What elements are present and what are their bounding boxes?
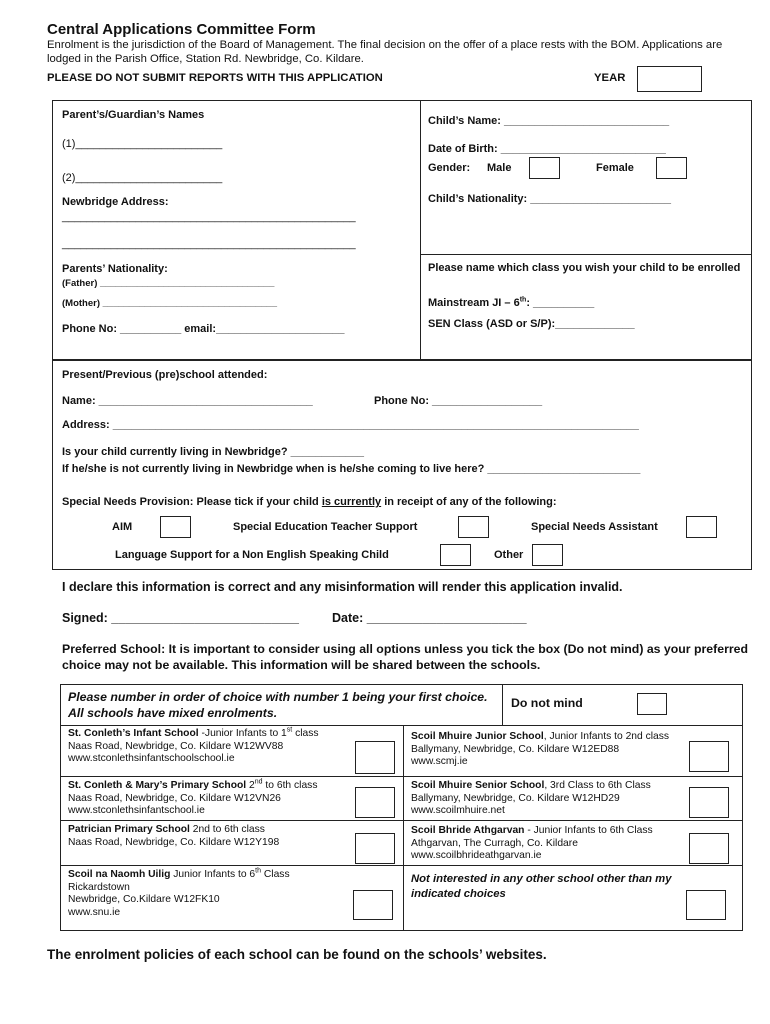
year-field[interactable] [637, 66, 702, 92]
form-title: Central Applications Committee Form [47, 21, 316, 38]
school-choice-box[interactable] [689, 833, 729, 864]
do-not-mind-label: Do not mind [511, 696, 583, 710]
aim-checkbox[interactable] [160, 516, 191, 538]
preschool-address-field[interactable]: Address: ______________________________________________________________________________________ [62, 419, 639, 431]
sna-checkbox[interactable] [686, 516, 717, 538]
school-cell: Scoil Mhuire Junior School, Junior Infants to 2nd class Ballymany, Newbridge, Co. Kildare W12ED88 www.scmj.ie [411, 731, 670, 767]
male-label: Male [487, 162, 512, 174]
address-label: Newbridge Address: [62, 196, 169, 208]
other-checkbox[interactable] [532, 544, 563, 566]
do-not-mind-checkbox[interactable] [637, 693, 667, 715]
school-cell: Scoil Bhride Athgarvan - Junior Infants to 6th Class Athgarvan, The Curragh, Co. Kildare www.scoilbhrideathgarvan.ie [411, 825, 653, 861]
parent1-field[interactable]: (1)________________________ [62, 138, 223, 150]
declaration-text: I declare this information is correct and any misinformation will render this application invalid. [62, 580, 623, 594]
child-nationality-field[interactable]: Child’s Nationality: _______________________ [428, 193, 671, 205]
special-needs-heading: Special Needs Provision: Please tick if your child is currently in receipt of any of the following: [62, 496, 557, 508]
gender-label: Gender: [428, 162, 471, 174]
father-nationality-field[interactable]: (Father) _________________________________ [62, 278, 275, 289]
school-cell: St. Conleth & Mary’s Primary School 2nd to 6th class Naas Road, Newbridge, Co. Kildare W12VN26 www.stconlethsinfantschool.ie [68, 778, 318, 816]
school-choice-box[interactable] [353, 890, 393, 920]
male-checkbox[interactable] [529, 157, 560, 179]
school-choice-box[interactable] [689, 787, 729, 818]
school-cell: Scoil Mhuire Senior School, 3rd Class to 6th Class Ballymany, Newbridge, Co. Kildare W12HD29 www.scoilmhuire.net [411, 780, 651, 816]
address-line-2[interactable]: ________________________________________________ [62, 238, 356, 250]
child-name-field[interactable]: Child’s Name: ___________________________ [428, 115, 670, 127]
set-checkbox[interactable] [458, 516, 489, 538]
not-interested-text: Not interested in any other school other than my indicated choices [411, 873, 672, 900]
school-cell: Scoil na Naomh Uilig Junior Infants to 6th Class Rickardstown Newbridge, Co.Kildare W12FK10 www.snu.ie [68, 867, 290, 918]
preferred-school-text: Preferred School: It is important to consider using all options unless you tick the box (Do not mind) as your preferred choice may not be available. This information will be shared between the schools. [62, 642, 748, 672]
other-label: Other [494, 549, 524, 561]
aim-label: AIM [112, 521, 133, 533]
female-checkbox[interactable] [656, 157, 687, 179]
mother-nationality-field[interactable]: (Mother) _________________________________ [62, 298, 277, 309]
dob-field[interactable]: Date of Birth: ___________________________ [428, 143, 666, 155]
language-checkbox[interactable] [440, 544, 471, 566]
warning-text: PLEASE DO NOT SUBMIT REPORTS WITH THIS APPLICATION [47, 72, 383, 84]
parent2-field[interactable]: (2)________________________ [62, 172, 223, 184]
signed-field[interactable]: Signed: ___________________________ [62, 611, 300, 625]
not-interested-checkbox[interactable] [686, 890, 726, 920]
language-label: Language Support for a Non English Speaking Child [115, 549, 389, 561]
preschool-name-field[interactable]: Name: ___________________________________ [62, 395, 313, 407]
school-cell: Patrician Primary School 2nd to 6th class Naas Road, Newbridge, Co. Kildare W12Y198 [68, 824, 280, 848]
school-choice-box[interactable] [355, 741, 395, 774]
preschool-heading: Present/Previous (pre)school attended: [62, 369, 268, 381]
intro-text: Enrolment is the jurisdiction of the Board of Management. The final decision on the offer of a place rests with the BOM. Applications are lodged in the Parish Office, Station Rd. Newbridge, Co. Kildare. [47, 39, 723, 65]
parents-heading: Parent’s/Guardian’s Names [62, 109, 205, 121]
parents-nationality-label: Parents’ Nationality: [62, 263, 168, 275]
school-cell: St. Conleth’s Infant School -Junior Infants to 1st class Naas Road, Newbridge, Co. Kildare W12WV88 www.stconlethsinfantschoolschool.ie [68, 726, 319, 764]
sen-class-field[interactable]: SEN Class (ASD or S/P):_____________ [428, 318, 635, 330]
moving-question[interactable]: If he/she is not currently living in Newbridge when is he/she coming to live here? _________________________ [62, 463, 641, 475]
female-label: Female [596, 162, 634, 174]
school-choice-box[interactable] [355, 787, 395, 818]
date-field[interactable]: Date: _______________________ [332, 611, 527, 625]
address-line-1[interactable]: ________________________________________________ [62, 211, 356, 223]
mainstream-field[interactable]: Mainstream JI – 6th: __________ [428, 296, 595, 309]
living-question[interactable]: Is your child currently living in Newbridge? ____________ [62, 446, 365, 458]
phone-email-field[interactable]: Phone No: __________ email:_____________________ [62, 323, 345, 335]
year-label: YEAR [594, 72, 626, 84]
school-choice-box[interactable] [355, 833, 395, 864]
preschool-phone-field[interactable]: Phone No: __________________ [374, 395, 543, 407]
school-choice-box[interactable] [689, 741, 729, 772]
footer-note: The enrolment policies of each school can be found on the schools’ websites. [47, 947, 547, 962]
set-label: Special Education Teacher Support [233, 521, 418, 533]
sna-label: Special Needs Assistant [531, 521, 658, 533]
table-instruction: Please number in order of choice with number 1 being your first choice. All schools have mixed enrolments. [68, 690, 488, 720]
class-heading: Please name which class you wish your child to be enrolled [428, 262, 741, 274]
